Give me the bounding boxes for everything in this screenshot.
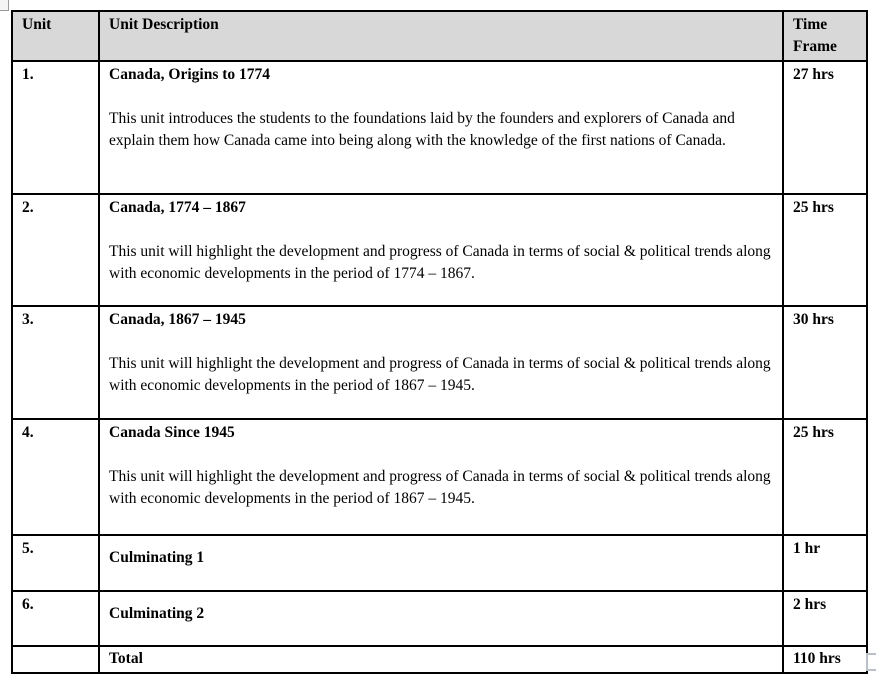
unit-number: 4. [12,419,99,535]
table-row-unit-4 [12,419,867,535]
unit-number: 2. [12,194,99,306]
unit-title: Canada Since 1945 [109,424,235,441]
unit-description-cell [99,591,783,646]
total-label: Total [109,650,143,667]
time-frame-value: 1 hr [783,535,867,591]
unit-number: 5. [12,535,99,591]
unit-title: Canada, Origins to 1774 [109,66,271,83]
unit-description-cell [99,419,783,535]
table-row-unit-3 [12,306,867,419]
unit-description-cell [99,61,783,194]
total-time-value: 110 hrs [783,646,867,673]
time-frame-value: 30 hrs [783,306,867,419]
unit-title: Culminating 1 [109,549,205,566]
unit-body-text: This unit will highlight the development and progress of Canada in terms of social & political trends along with economic developments in the period of 1774 – 1867. [109,243,771,282]
total-empty-cell [12,646,99,673]
table-resize-handle-icon[interactable] [866,653,876,671]
unit-body-text: This unit introduces the students to the foundations laid by the founders and explorers of Canada and explain them how Canada came into being along with the knowledge of the first nations of Canada. [109,110,735,149]
time-frame-value: 25 hrs [783,194,867,306]
course-units-table [11,10,868,674]
col-header-time-frame: Time Frame [783,11,867,61]
unit-body-text: This unit will highlight the development and progress of Canada in terms of social & political trends along with economic developments in the period of 1867 – 1945. [109,468,771,507]
unit-description-cell [99,306,783,419]
table-row-unit-1 [12,61,867,194]
unit-title: Canada, 1774 – 1867 [109,199,246,216]
table-move-handle-icon[interactable] [0,0,9,11]
col-header-description: Unit Description [99,11,783,61]
unit-title: Culminating 2 [109,605,205,622]
unit-body-text: This unit will highlight the development and progress of Canada in terms of social & political trends along with economic developments in the period of 1867 – 1945. [109,355,771,394]
table-row-unit-2 [12,194,867,306]
unit-number: 6. [12,591,99,646]
header-row [12,11,867,61]
table-row-unit-6 [12,591,867,646]
unit-description-cell [99,194,783,306]
col-header-unit: Unit [12,11,99,61]
table-row-total [12,646,867,673]
unit-number: 3. [12,306,99,419]
unit-number: 1. [12,61,99,194]
time-frame-value: 27 hrs [783,61,867,194]
time-frame-value: 2 hrs [783,591,867,646]
total-label-cell [99,646,783,673]
time-frame-value: 25 hrs [783,419,867,535]
unit-description-cell [99,535,783,591]
table-row-unit-5 [12,535,867,591]
unit-title: Canada, 1867 – 1945 [109,311,246,328]
